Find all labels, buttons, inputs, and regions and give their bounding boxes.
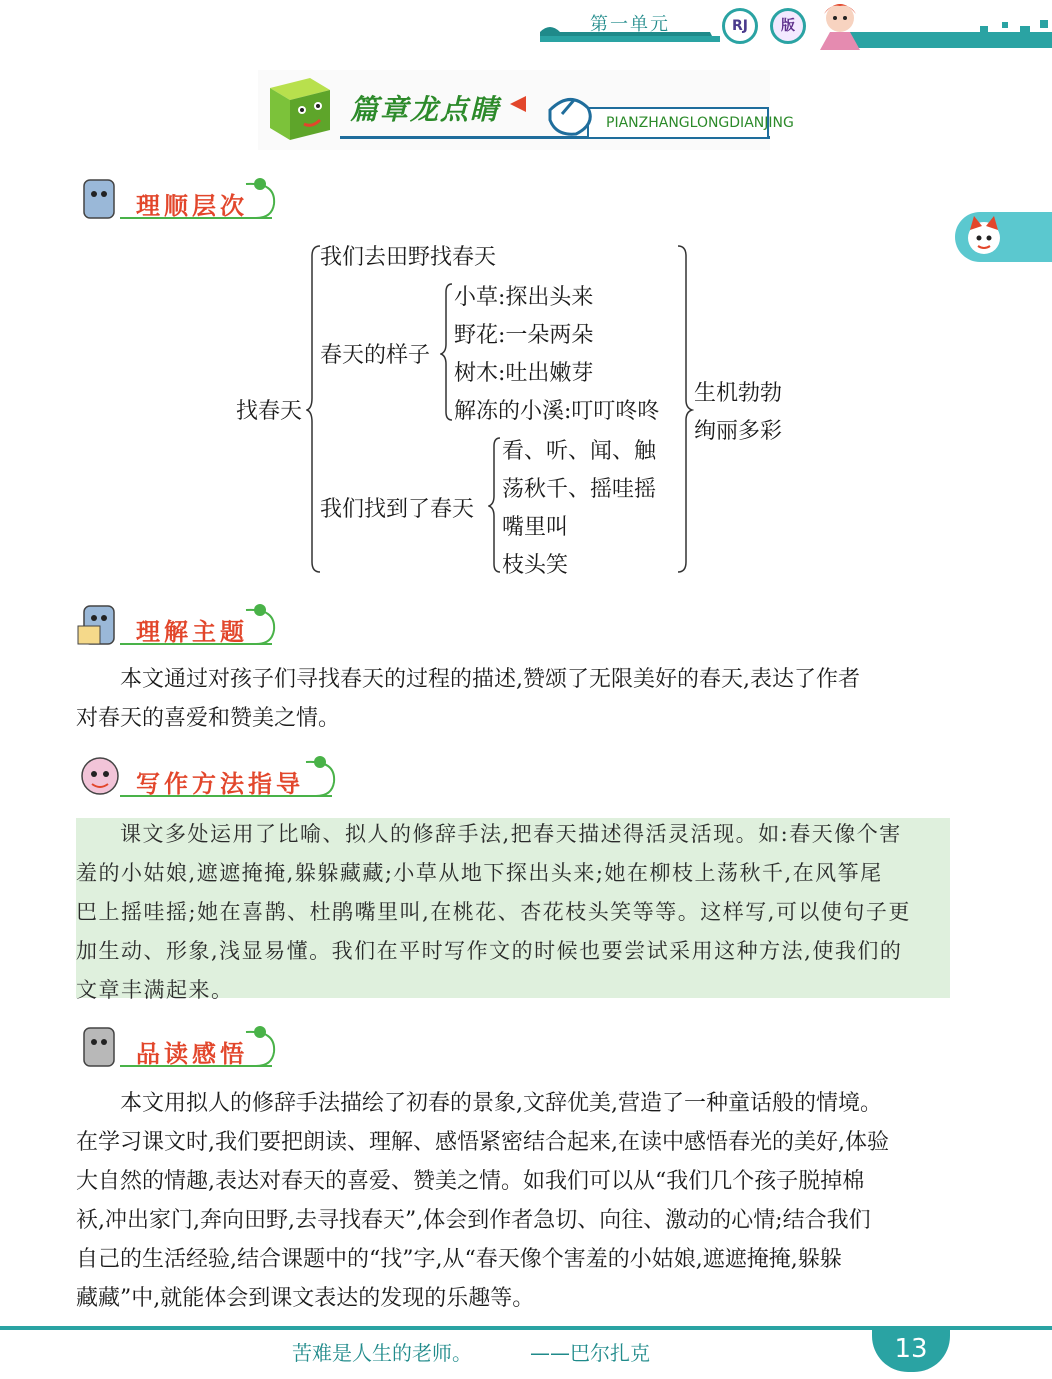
edition-badge-rj: RJ [722, 8, 758, 44]
green-cube-mascot-icon [260, 70, 340, 150]
paragraph-line: 袄,冲出家门,奔向田野,去寻找春天”,体会到作者急切、向往、激动的心情;结合我们 [76, 1208, 871, 1233]
paragraph-line: 本文通过对孩子们寻找春天的过程的描述,赞颂了无限美好的春天,表达了作者 [120, 667, 860, 692]
outline-b2-item: 小草:探出头来 [454, 285, 594, 310]
pointing-hand-icon [510, 90, 600, 140]
outline-b2-item: 野花:一朵两朵 [454, 323, 594, 348]
banner-subtitle: PIANZHANGLONGDIANJING [606, 115, 794, 131]
outline-branch-3: 我们找到了春天 [320, 497, 475, 522]
footer-author: ——巴尔扎克 [530, 1341, 650, 1365]
unit-label: 第一单元 [590, 14, 670, 35]
section-title: 理解主题 [136, 618, 248, 646]
section-heading-theme [76, 600, 286, 650]
section-title: 理顺层次 [136, 192, 248, 220]
fox-mascot-icon [962, 212, 1008, 262]
outline-b3-item: 枝头笑 [502, 553, 569, 578]
paragraph-line: 对春天的喜爱和赞美之情。 [76, 706, 341, 731]
banner-title: 篇章龙点睛 [350, 93, 501, 126]
outline-brace-branch-2 [440, 282, 454, 424]
outline-branch-1: 我们去田野找春天 [320, 245, 497, 270]
paragraph-line: 在学习课文时,我们要把朗读、理解、感悟紧密结合起来,在读中感悟春光的美好,体验 [76, 1130, 889, 1155]
outline-b2-item: 解冻的小溪:叮叮咚咚 [454, 399, 660, 424]
paragraph-line: 本文用拟人的修辞手法描绘了初春的景象,文辞优美,营造了一种童话般的情境。 [120, 1091, 882, 1116]
outline-b3-item: 嘴里叫 [502, 515, 569, 540]
section-heading-method [76, 752, 346, 802]
outline-branch-2: 春天的样子 [320, 343, 431, 368]
method-paragraph [76, 815, 950, 1010]
section-title: 写作方法指导 [136, 770, 304, 798]
paragraph-line: 文章丰满起来。 [76, 978, 234, 1002]
section-heading-reading [76, 1022, 286, 1072]
section-heading-structure [76, 174, 286, 224]
outline-b2-item: 树木:吐出嫩芽 [454, 361, 594, 386]
outline-conclusion: 绚丽多彩 [694, 419, 783, 444]
outline-b3-item: 看、听、闻、触 [502, 439, 657, 464]
outline-conclusion: 生机勃勃 [694, 381, 783, 406]
paragraph-line: 自己的生活经验,结合课题中的“找”字,从“春天像个害羞的小姑娘,遮遮掩掩,躲躲 [76, 1247, 842, 1272]
footer-quote: 苦难是人生的老师。 [292, 1341, 472, 1365]
paragraph-line: 加生动、形象,浅显易懂。我们在平时写作文的时候也要尝试采用这种方法,使我们的 [76, 939, 903, 963]
paragraph-line: 藏藏”中,就能体会到课文表达的发现的乐趣等。 [76, 1286, 535, 1311]
reading-paragraph [76, 1084, 950, 1318]
outline-brace-conclusion [676, 244, 694, 574]
paragraph-line: 巴上摇哇摇;她在喜鹊、杜鹃嘴里叫,在桃花、杏花枝头笑等等。这样写,可以使句子更 [76, 900, 911, 924]
paragraph-line: 羞的小姑娘,遮遮掩掩,躲躲藏藏;小草从地下探出头来;她在柳枝上荡秋千,在风筝尾 [76, 861, 883, 885]
outline-root: 找春天 [236, 399, 303, 424]
cartoon-girl-icon [810, 0, 880, 52]
edition-badge-ban: 版 [770, 8, 806, 44]
paragraph-line: 课文多处运用了比喻、拟人的修辞手法,把春天描述得活灵活现。如:春天像个害 [120, 822, 902, 846]
page-number: 13 [894, 1334, 928, 1364]
outline-brace-branch-3 [488, 436, 502, 576]
section-title: 品读感悟 [136, 1040, 248, 1068]
outline-b3-item: 荡秋千、摇哇摇 [502, 477, 657, 502]
theme-paragraph [76, 660, 950, 738]
paragraph-line: 大自然的情趣,表达对春天的喜爱、赞美之情。如我们可以从“我们几个孩子脱掉棉 [76, 1169, 865, 1194]
outline-brace-root [306, 244, 324, 574]
